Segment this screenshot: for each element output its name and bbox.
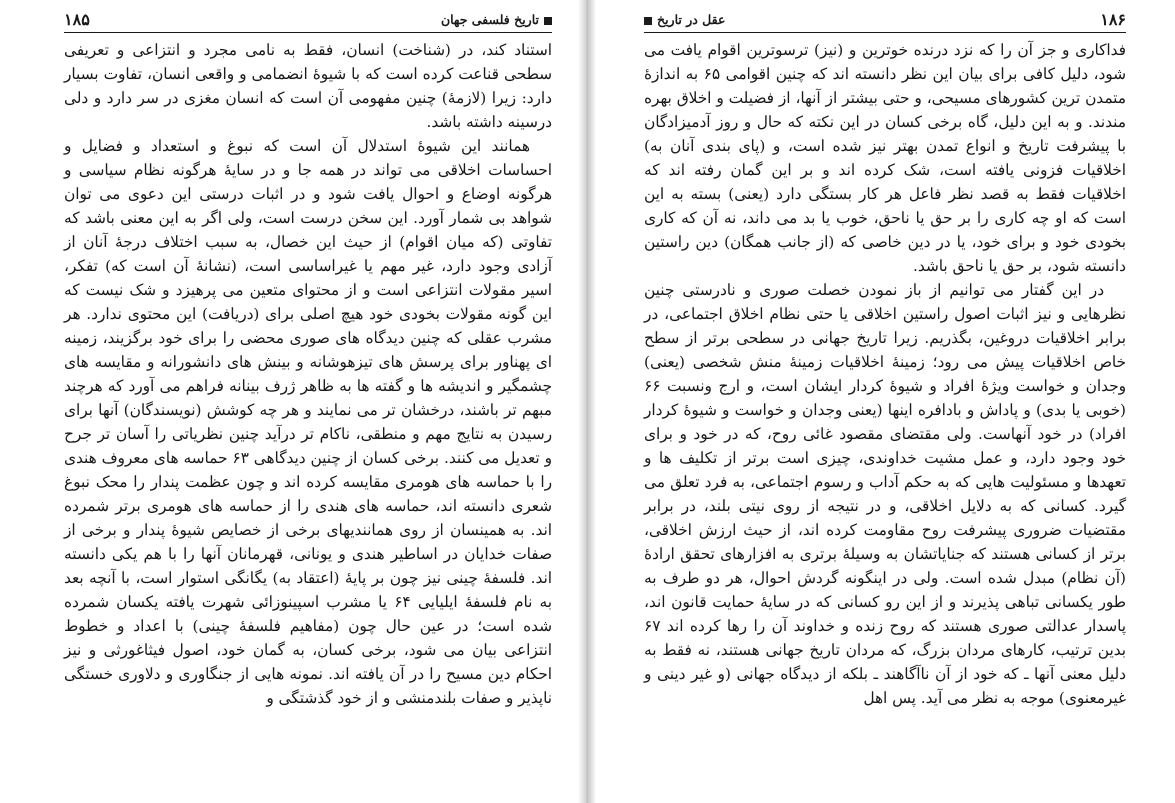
right-running-title [644, 12, 725, 27]
gutter-shadow-right [588, 0, 596, 803]
gutter-shadow-left [578, 0, 588, 803]
left-page-header [64, 10, 552, 33]
right-page [626, 0, 1144, 803]
right-paragraph-2: در این گفتار می توانیم از باز نمودن خصلت صوری و نادرستی چنین نظرهایی و نیز اثبات اصول راستین اخلاقی یا حتی نظام اخلاق اجتماعی، در برابر اخلاقیات دروغین، بگذریم. زیرا تاریخ جهانی در سطحی برتر از سطح خاص اخلاقیات پیش می رود؛ زمینهٔ اخلاقیات زمینهٔ منش شخصی (یعنی) وجدان و خواست ویژهٔ افراد و شیوهٔ کردار ایشان است، و ارج ونسبت ۶۶ (خوبی یا بدی) و پاداش و بادافره اینها (یعنی وجدان و خواست و شیوهٔ کردار افراد) در خود آنهاست. ولی مقتضای مقصود غائی روح، که در خود و برای خود وجود دارد، و عمل مشیت خداوندی، چیزی است برتر از تکلیف ها و تعهدها و مسئولیت هایی که به حکم آداب و رسوم اجتماعی، به فرد تعلق می گیرد. کسانی که به دلایل اخلاقی، و در نتیجه از روی نیتی بلند، در برابر مقتضیات ضروری پیشرفت روح مقاومت کرده اند، از حیث ارزش اخلاقی، برتر از کسانی هستند که جنایاتشان به وسیلهٔ برتری به افزارهای تحقق ارادهٔ (آن نظام) مبدل شده است. ولی در اینگونه گردش احوال، هر دو طرف به طور یکسانی تباهی پذیرند و از این رو کسانی که در سایهٔ حمایت قانون اند، پاسدار عدالتی صوری هستند که روح زنده و خداوند آن را رها کرده اند ۶۷ بدین ترتیب، کارهای مردان بزرگ، که مردان تاریخ جهانی هستند، نه فقط به دلیل معنی آنها ـ که خود از آن ناآگاهند ـ بلکه از دیدگاه جهانی (و غیر دینی و غیرمعنوی) موجه به نظر می آید. پس اهل [644, 281, 1126, 707]
left-page [40, 0, 560, 803]
right-page-number: ۱۸۶ [1100, 10, 1126, 29]
left-paragraph-2: همانند این شیوهٔ استدلال آن است که نبوغ و استعداد و فضایل و احساسات اخلاقی می تواند در همه جا و در سایهٔ هرگونه نظام سیاسی و هرگونه اوضاع و احوال یافت شود و در اثبات درستی این دعوی می توان شواهد بی شمار آورد. این سخن درست است، ولی اگر به این معنی باشد که تفاوتی (که میان اقوام) از حیث این خصال، به سبب اختلاف درجهٔ آنان از آزادی وجود دارد، غیر مهم یا غیراساسی است، (نشانهٔ آن است که) تفکر، اسیر مقولات انتزاعی است و از محتوای متعین می پرهیزد و شک نیست که این گونه مقولات بخودی خود هیچ اصلی برای (دریافت) این محتوی ندارد. هر مشرب عقلی که چنین دیدگاه های صوری محضی را برای خود برگزیند، زمینه ای پهناور برای پرسش های تیزهوشانه و بینش های دانشورانه و مقایسه های چشمگیر و اندیشه ها و گفته ها به ظاهر ژرف بینانه فراهم می آورد که هرچند مبهم تر باشند، درخشان تر می نمایند و هر چه کوشش (نویسندگان) آنها برای رسیدن به نتایج مهم و منطقی، ناکام تر درآید چنین نظریاتی را آسان تر جرح و تعدیل می کنند. برخی کسان از چنین دیدگاهی ۶۳ حماسه های معروف هندی را با حماسه های هومری مقایسه کرده اند و چون عظمت پندار را محک نبوغ شعری دانسته اند، حماسه های هندی را از حماسه های هومری برتر شمرده اند. به همینسان از روی همانندیهای برخی از خصایص شیوهٔ پندار و برخی از صفات خدایان در اساطیر هندی و یونانی، قهرمانان آنها را با هم یکی دانسته اند. فلسفهٔ چینی نیز چون بر پایهٔ (اعتقاد به) یگانگی استوار است، با آنچه بعد به نام فلسفهٔ ایلیایی ۶۴ یا مشرب اسپینوزائی شهرت یافته یکسان شمرده شده است؛ در عین حال چون (مفاهیم فلسفهٔ چینی) با اعداد و خطوط انتزاعی بیان می شود، برخی کسان، به گمان خود، اصول فیثاغورثی و نیز احکام دین مسیح را در آن یافته اند. نمونه هایی از جنگاوری و دلاوری خستگی ناپذیر و صفات بلندمنشی و از خود گذشتگی و [64, 137, 552, 707]
right-page-header [644, 10, 1126, 33]
right-page-body [644, 38, 1126, 710]
left-paragraph-1: استناد کند، در (شناخت) انسان، فقط به نامی مجرد و انتزاعی و تعریفی سطحی قناعت کرده است که با شیوهٔ انضمامی و واقعی انسان، تفاوت بسیار دارد: زیرا (لازمهٔ) چنین مفهومی آن است که انسان مغزی در سر دارد و دلی درسینه داشته باشد. [64, 41, 552, 131]
right-running-title-text: عقل در تاریخ [657, 12, 726, 27]
left-page-number: ۱۸۵ [64, 10, 90, 29]
right-paragraph-1: فداکاری و جز آن را که نزد درنده خوترین و (نیز) ترسوترین اقوام یافت می شود، دلیل کافی برای بیان این نظر دانسته اند که چنین اقوامی ۶۵ به اندازهٔ متمدن ترین کشورهای مسیحی، و حتی بیشتر از آنها، از فضیلت و اخلاق بهره مندند. و به این دلیل، گاه برخی کسان در این نکته که حال و روز آدمیزادگان با پیشرفت تاریخ و انواع تمدن بهتر نیز شده است، و (پای بندی آنان به) اخلاقیات فزونی یافته است، شک کرده اند و بر این گمان رفته اند که اخلاقیات فقط به قصد نظر فاعل هر کار بستگی دارد (یعنی) بسته به این است که او چه کاری را بر حق یا ناحق، خوب یا بد می داند، نه آن که کاری بخودی خود و برای خود، یا در دین خاصی که (از جانب همگان) دین راستین دانسته شود، بر حق یا ناحق باشد. [644, 41, 1126, 275]
square-bullet-icon [544, 17, 552, 25]
left-page-body [64, 38, 552, 710]
square-bullet-icon [644, 17, 652, 25]
left-running-title [441, 12, 552, 27]
left-running-title-text: تاریخ فلسفی جهان [440, 12, 539, 27]
